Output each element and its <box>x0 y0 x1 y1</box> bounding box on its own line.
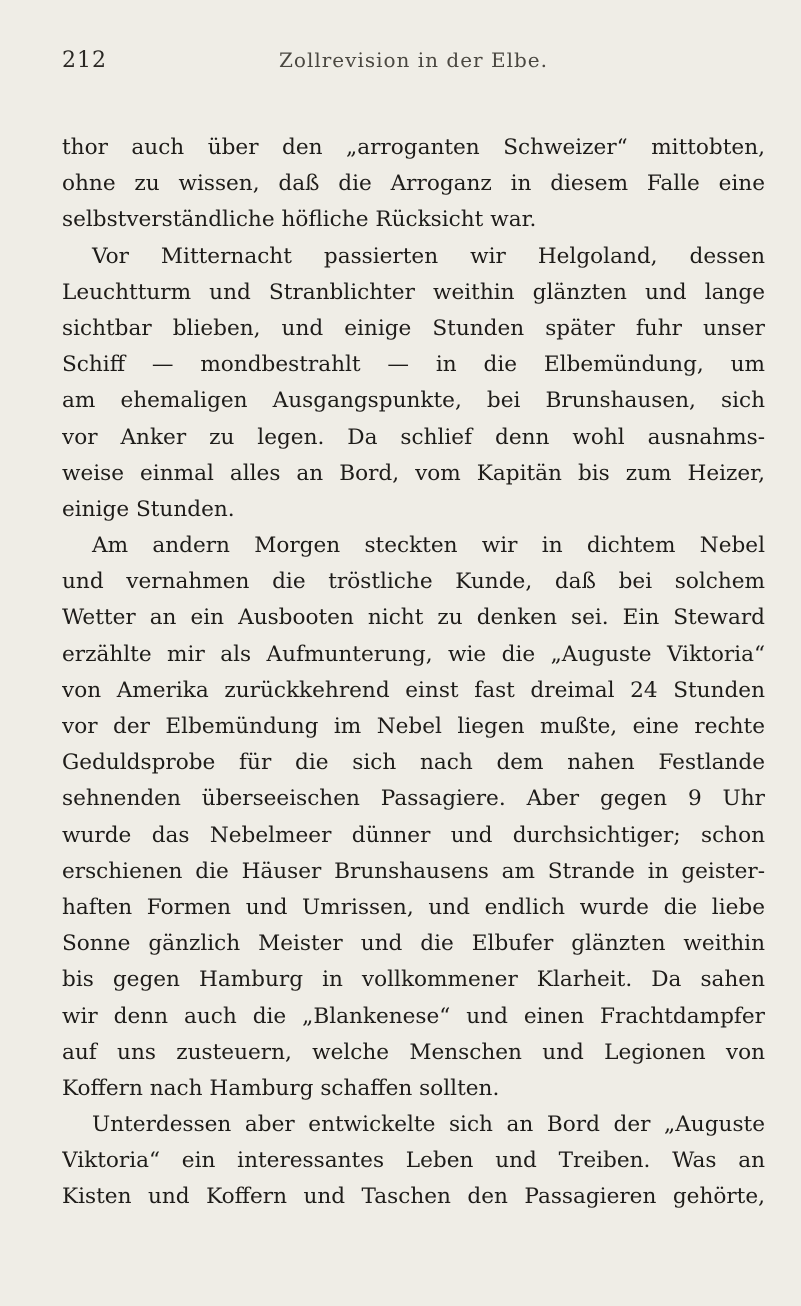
text-line: vor der Elbemündung im Nebel liegen mußte, eine rechte <box>62 714 765 739</box>
text-line: und vernahmen die tröstliche Kunde, daß bei solchem <box>62 569 765 595</box>
text-line: sehnenden überseeischen Passagiere. Aber gegen 9 Uhr <box>62 786 765 812</box>
text-line: erschienen die Häuser Brunshausens am Strande in geister- <box>62 858 765 884</box>
text-line: weise einmal alles an Bord, vom Kapitän bis zum Heizer, <box>62 460 765 486</box>
text-line: Viktoria“ ein interessantes Leben und Treiben. Was an <box>62 1148 765 1174</box>
text-line: wir denn auch die „Blankenese“ und einen Frachtdampfer <box>62 1003 765 1029</box>
text-line: selbstverständliche höfliche Rücksicht war. <box>62 207 537 233</box>
text-line: Kisten und Koffern und Taschen den Passagieren gehörte, <box>62 1184 765 1210</box>
text-line: auf uns zusteuern, welche Menschen und Legionen von <box>62 1039 765 1065</box>
text-line: Am andern Morgen steckten wir in dichtem Nebel <box>92 533 765 559</box>
body-text <box>62 130 765 1216</box>
running-head: Zollrevision in der Elbe. <box>279 48 548 72</box>
text-line: ohne zu wissen, daß die Arroganz in diesem Falle eine <box>62 171 765 197</box>
text-line: einige Stunden. <box>62 496 235 522</box>
text-line: Unterdessen aber entwickelte sich an Bord der „Auguste <box>92 1112 765 1138</box>
text-line: haften Formen und Umrissen, und endlich wurde die liebe <box>62 894 765 920</box>
text-line: Schiff — mondbestrahlt — in die Elbemündung, um <box>62 352 765 378</box>
text-line: wurde das Nebelmeer dünner und durchsichtiger; schon <box>62 822 765 848</box>
page-number: 212 <box>62 48 107 73</box>
text-line: Geduldsprobe für die sich nach dem nahen Festlande <box>62 750 765 776</box>
text-line: Leuchtturm und Stranblichter weithin glänzten und lange <box>62 279 765 305</box>
text-line: Wetter an ein Ausbooten nicht zu denken sei. Ein Steward <box>62 605 765 631</box>
text-line: erzählte mir als Aufmunterung, wie die „Auguste Viktoria“ <box>62 641 765 667</box>
text-line: Koffern nach Hamburg schaffen sollten. <box>62 1075 500 1101</box>
text-line: thor auch über den „arroganten Schweizer“ mittobten, <box>62 135 765 160</box>
text-line: vor Anker zu legen. Da schlief denn wohl ausnahms- <box>62 424 765 450</box>
text-line: von Amerika zurückkehrend einst fast dreimal 24 Stunden <box>62 677 765 703</box>
text-line: bis gegen Hamburg in vollkommener Klarheit. Da sahen <box>62 967 765 993</box>
page-header <box>62 48 765 88</box>
text-line: Sonne gänzlich Meister und die Elbufer glänzten weithin <box>62 931 765 957</box>
text-line: am ehemaligen Ausgangspunkte, bei Brunshausen, sich <box>62 388 765 414</box>
text-line: Vor Mitternacht passierten wir Helgoland, dessen <box>92 243 765 269</box>
text-line: sichtbar blieben, und einige Stunden später fuhr unser <box>62 315 765 341</box>
